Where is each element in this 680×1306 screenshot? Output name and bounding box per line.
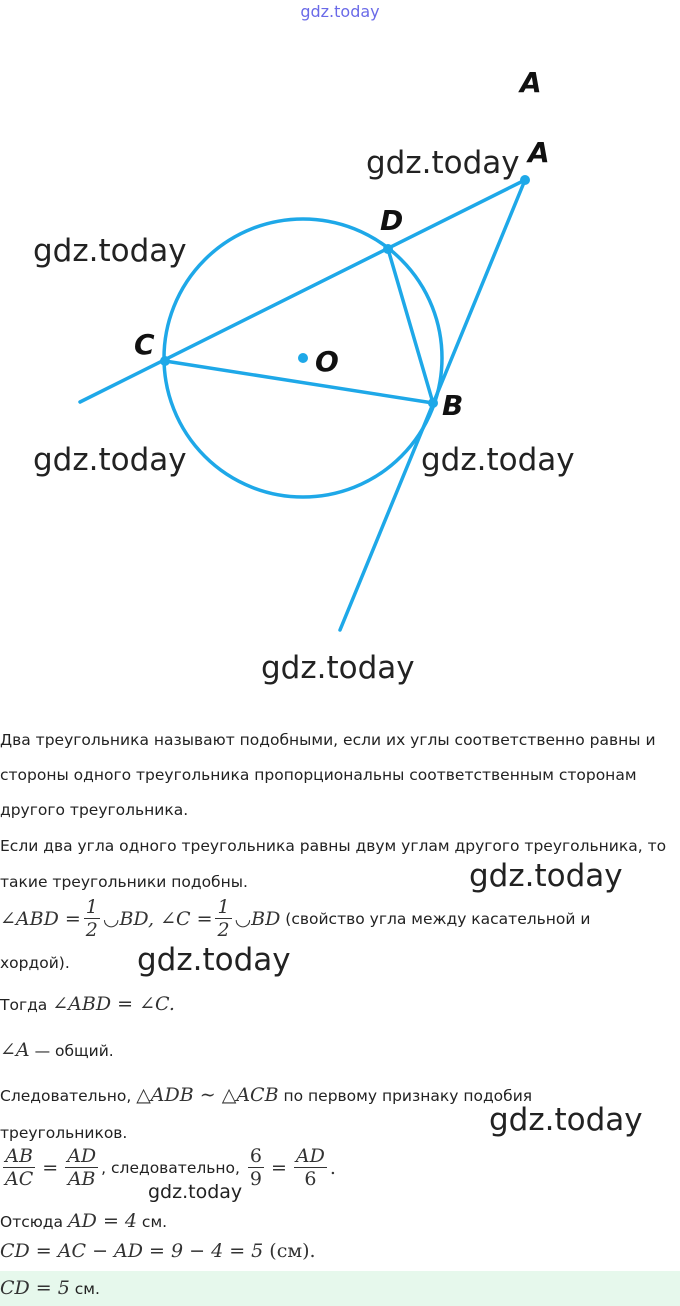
fraction-numerator: 6 bbox=[249, 1145, 262, 1167]
fraction-ab-ac bbox=[3, 1145, 35, 1190]
fraction-numerator: AD bbox=[295, 1145, 325, 1167]
fraction-denominator: 2 bbox=[217, 919, 230, 941]
label-b: B bbox=[442, 389, 464, 422]
watermark: gdz.today bbox=[366, 145, 520, 181]
label-a: A bbox=[528, 136, 550, 169]
fraction-denominator: 6 bbox=[304, 1168, 317, 1190]
fraction-6-9 bbox=[248, 1145, 264, 1190]
cd-math: CD = AC − AD = 9 − 4 = 5 bbox=[0, 1240, 264, 1262]
equation-angles bbox=[0, 896, 590, 941]
secant-line-ac bbox=[80, 180, 525, 402]
watermark: gdz.today bbox=[261, 650, 415, 686]
fraction-denominator: 9 bbox=[249, 1168, 262, 1190]
fraction-denominator: AB bbox=[67, 1168, 96, 1190]
fraction-numerator: 1 bbox=[85, 896, 98, 918]
point-a bbox=[520, 175, 530, 185]
solution-line-1: Два треугольника называют подобными, если их углы соответственно равны и bbox=[0, 731, 656, 749]
label-c: C bbox=[134, 328, 155, 361]
fraction-ad-ab bbox=[65, 1145, 98, 1190]
solution-line-4: Если два угла одного треугольника равны двум углам другого треугольника, то bbox=[0, 837, 667, 855]
then-math: ∠ABD = ∠C. bbox=[52, 993, 175, 1015]
fraction-ad-6 bbox=[294, 1145, 327, 1190]
fraction-numerator: AD bbox=[67, 1145, 97, 1167]
label-o: O bbox=[315, 345, 339, 378]
geometry-figure bbox=[0, 40, 680, 660]
hence-text-2: по первому признаку подобия bbox=[278, 1087, 533, 1105]
point-d bbox=[383, 244, 393, 254]
eq1-text: (свойство угла между касательной и bbox=[280, 909, 591, 928]
point-o bbox=[298, 353, 308, 363]
solution-line-3: другого треугольника. bbox=[0, 801, 189, 819]
hence-math: △ADB ∼ △ACB bbox=[136, 1084, 279, 1106]
cd-line bbox=[0, 1240, 316, 1262]
hence-text: Следовательно, bbox=[0, 1087, 137, 1105]
watermark: gdz.today bbox=[421, 442, 575, 478]
period: . bbox=[329, 1156, 336, 1179]
solution-line-7: хордой). bbox=[0, 954, 70, 972]
fraction-half-2 bbox=[215, 896, 231, 941]
common-text: — общий. bbox=[29, 1042, 114, 1060]
header-watermark: gdz.today bbox=[300, 2, 380, 21]
watermark: gdz.today bbox=[469, 858, 623, 894]
watermark: gdz.today bbox=[33, 233, 187, 269]
label-a-top: A bbox=[520, 66, 542, 99]
eq1-part-a: ∠ABD = bbox=[0, 907, 81, 930]
from-line bbox=[0, 1210, 167, 1232]
eq1-part-c: ◡BD bbox=[234, 907, 281, 930]
from-text: Отсюда bbox=[0, 1213, 68, 1231]
answer-box bbox=[0, 1271, 680, 1306]
watermark: gdz.today bbox=[33, 442, 187, 478]
fraction-half-1 bbox=[84, 896, 100, 941]
eq1-part-b: ◡BD, ∠C = bbox=[102, 907, 213, 930]
point-b bbox=[428, 398, 438, 408]
answer-unit: см. bbox=[69, 1280, 100, 1298]
solution-line-5: такие треугольники подобны. bbox=[0, 873, 248, 891]
hence-line bbox=[0, 1084, 532, 1106]
common-angle-line bbox=[0, 1039, 114, 1061]
from-unit: см. bbox=[137, 1213, 168, 1231]
fraction-numerator: AB bbox=[5, 1145, 33, 1167]
equals-sign: = bbox=[42, 1156, 59, 1179]
answer-line bbox=[0, 1277, 100, 1299]
watermark: gdz.today bbox=[489, 1102, 643, 1138]
then-text: Тогда bbox=[0, 996, 53, 1014]
equals-sign: = bbox=[270, 1156, 287, 1179]
label-d: D bbox=[380, 204, 404, 237]
solution-line-11: треугольников. bbox=[0, 1124, 128, 1142]
common-math: ∠A bbox=[0, 1039, 30, 1061]
chord-cb bbox=[165, 361, 433, 403]
from-math: AD = 4 bbox=[67, 1210, 137, 1232]
fraction-denominator: AC bbox=[5, 1168, 34, 1190]
answer-math: CD = 5 bbox=[0, 1277, 70, 1299]
watermark: gdz.today bbox=[148, 1181, 243, 1203]
proportion-text: , следовательно, bbox=[101, 1158, 245, 1177]
point-c bbox=[160, 356, 170, 366]
then-line bbox=[0, 993, 175, 1015]
watermark: gdz.today bbox=[137, 942, 291, 978]
fraction-numerator: 1 bbox=[217, 896, 230, 918]
fraction-denominator: 2 bbox=[85, 919, 98, 941]
solution-line-2: стороны одного треугольника пропорциональны соответственным сторонам bbox=[0, 766, 637, 784]
cd-unit: (см). bbox=[263, 1240, 316, 1262]
